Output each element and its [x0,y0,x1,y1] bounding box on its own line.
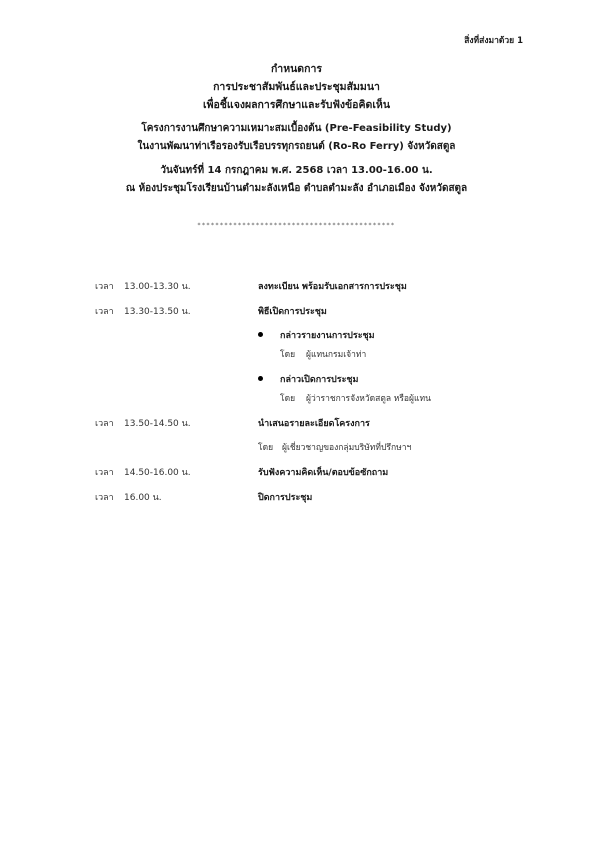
subitem-title: กล่าวเปิดการประชุม [280,375,359,385]
time-prefix: เวลา [95,419,114,429]
agenda-time: 16.00 น. [124,493,162,503]
event-purpose: เพื่อชี้แจงผลการศึกษาและรับฟังข้อคิดเห็น [202,99,391,111]
schedule-heading: กำหนดการ [270,63,323,75]
presenter-name: ผู้แทนกรมเจ้าท่า [306,350,367,360]
by-label: โดย [258,443,274,453]
subitem-title: กล่าวรายงานการประชุม [280,331,375,341]
presenter-name: ผู้ว่าราชการจังหวัดสตูล หรือผู้แทน [306,394,431,404]
document-header [0,60,593,198]
agenda-title: พิธีเปิดการประชุม [258,307,327,317]
separator-line: ******************************************** [197,222,396,229]
presenter-name: ผู้เชี่ยวชาญของกลุ่มบริษัทที่ปรึกษาฯ [282,443,412,453]
agenda-time: 14.50-16.00 น. [124,468,191,478]
project-name: โครงการงานศึกษาความเหมาะสมเบื้องต้น (Pre-Feasibility Study) [141,123,452,134]
agenda-title: ปิดการประชุม [258,493,313,503]
event-venue: ณ ห้องประชุมโรงเรียนบ้านตำมะลังเหนือ ตำบลตำมะลัง อำเภอเมือง จังหวัดสตูล [125,183,468,194]
agenda-time: 13.50-14.50 น. [124,419,191,429]
by-label: โดย [280,394,296,404]
agenda-time: 13.00-13.30 น. [124,282,191,292]
bullet-icon [258,332,263,337]
by-label: โดย [280,350,296,360]
bullet-icon [258,376,263,381]
agenda-time: 13.30-13.50 น. [124,307,191,317]
agenda-title: รับฟังความคิดเห็น/ตอบข้อซักถาม [258,468,389,478]
time-prefix: เวลา [95,468,114,478]
time-prefix: เวลา [95,282,114,292]
agenda-title: ลงทะเบียน พร้อมรับเอกสารการประชุม [258,282,407,292]
agenda-title: นำเสนอรายละเอียดโครงการ [258,419,370,429]
time-prefix: เวลา [95,493,114,503]
event-title: การประชาสัมพันธ์และประชุมสัมมนา [213,81,380,93]
event-date: วันจันทร์ที่ 14 กรกฎาคม พ.ศ. 2568 เวลา 13.00-16.00 น. [160,165,433,176]
project-scope: ในงานพัฒนาท่าเรือรองรับเรือบรรทุกรถยนต์ (Ro-Ro Ferry) จังหวัดสตูล [137,141,456,152]
time-prefix: เวลา [95,307,114,317]
attachment-label: สิ่งที่ส่งมาด้วย 1 [464,36,523,46]
